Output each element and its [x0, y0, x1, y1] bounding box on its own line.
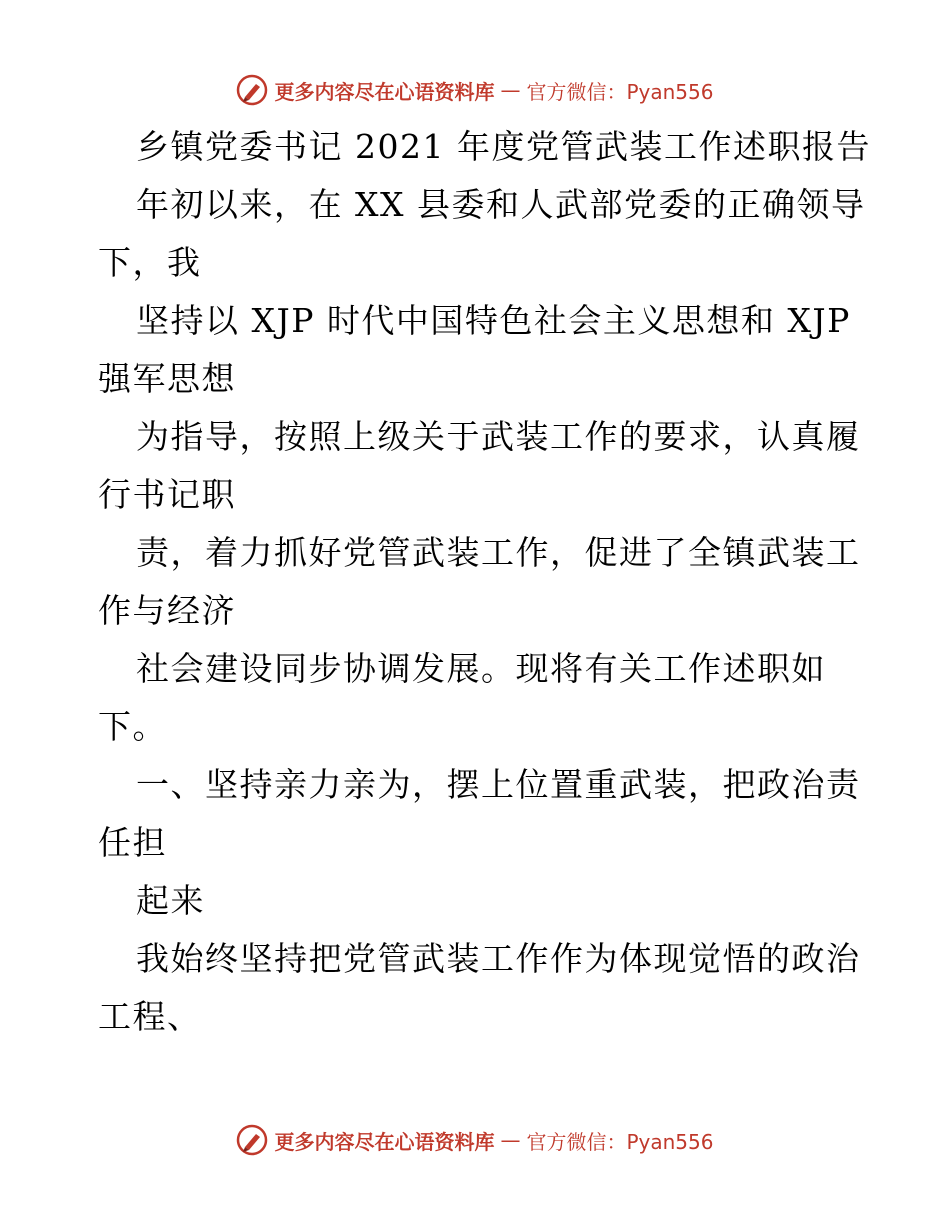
header-watermark	[0, 70, 950, 110]
document-title-line: 乡镇党委书记 2021 年度党管武装工作述职报告	[136, 127, 871, 166]
document-line: 我始终坚持把党管武装工作作为体现觉悟的政治	[136, 939, 861, 978]
document-line: 工程、	[98, 997, 202, 1036]
pen-logo-icon	[236, 1124, 268, 1156]
document-line: 下，我	[98, 243, 202, 282]
document-line: 责，着力抓好党管武装工作，促进了全镇武装工	[136, 533, 861, 572]
document-line: 作与经济	[98, 591, 236, 630]
watermark-brand-text: 更多内容尽在心语资料库	[274, 79, 495, 104]
document-line: 为指导，按照上级关于武装工作的要求，认真履	[136, 417, 861, 456]
document-line: 坚持以 XJP 时代中国特色社会主义思想和 XJP	[136, 301, 851, 340]
watermark-official-text: 官方微信：Pyan556	[526, 1129, 714, 1154]
section-heading-line: 任担	[98, 823, 167, 862]
document-line: 下。	[98, 707, 167, 746]
document-body	[98, 118, 871, 1046]
watermark-official-text: 官方微信：Pyan556	[526, 79, 714, 104]
document-line: 强军思想	[98, 359, 236, 398]
watermark-separator: —	[500, 1128, 521, 1152]
footer-watermark	[0, 1120, 950, 1160]
watermark-separator: —	[500, 78, 521, 102]
document-line: 年初以来，在 XX 县委和人武部党委的正确领导	[136, 185, 866, 224]
section-heading-line: 起来	[136, 881, 205, 920]
watermark-brand-text: 更多内容尽在心语资料库	[274, 1129, 495, 1154]
section-heading-line: 一、坚持亲力亲为，摆上位置重武装，把政治责	[136, 765, 861, 804]
document-line: 行书记职	[98, 475, 236, 514]
document-line: 社会建设同步协调发展。现将有关工作述职如	[136, 649, 826, 688]
pen-logo-icon	[236, 74, 268, 106]
